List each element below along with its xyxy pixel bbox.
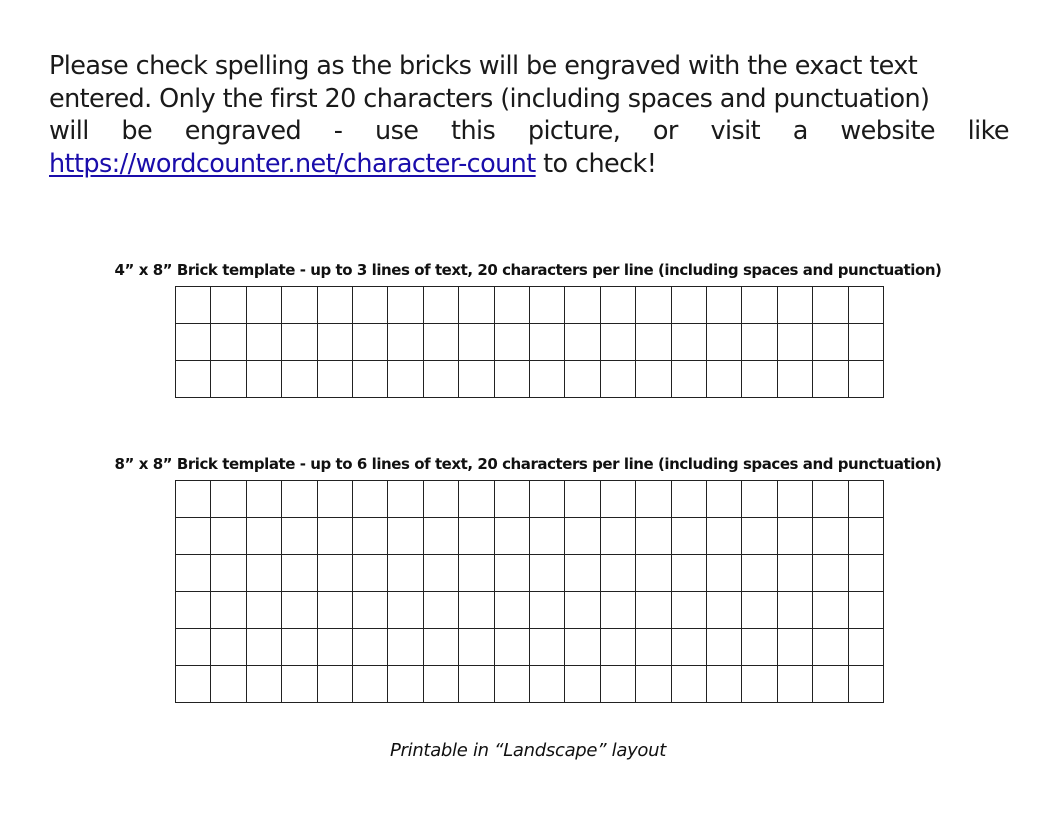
character-box <box>247 287 282 324</box>
character-box <box>742 324 777 361</box>
instructions-paragraph <box>49 50 1009 180</box>
character-box <box>176 324 211 361</box>
character-box <box>707 481 742 518</box>
character-box <box>778 361 813 398</box>
character-box <box>672 666 707 703</box>
character-box <box>424 629 459 666</box>
character-box <box>672 481 707 518</box>
character-box <box>707 629 742 666</box>
character-box <box>636 324 671 361</box>
character-box <box>388 666 423 703</box>
character-box <box>565 518 600 555</box>
character-box <box>247 481 282 518</box>
character-box <box>636 361 671 398</box>
small-brick-template-title: 4” x 8” Brick template - up to 3 lines of text, 20 characters per line (including spaces and punctuation) <box>114 261 942 279</box>
character-box <box>282 629 317 666</box>
character-box <box>707 666 742 703</box>
character-box <box>424 361 459 398</box>
character-box <box>211 518 246 555</box>
character-box <box>778 629 813 666</box>
character-box <box>707 361 742 398</box>
character-box <box>282 518 317 555</box>
character-box <box>849 287 884 324</box>
character-box <box>636 287 671 324</box>
character-box <box>353 592 388 629</box>
character-box <box>707 324 742 361</box>
character-box <box>176 555 211 592</box>
character-box <box>601 555 636 592</box>
character-box <box>424 592 459 629</box>
character-box <box>318 555 353 592</box>
character-box <box>601 629 636 666</box>
character-box <box>459 324 494 361</box>
character-box <box>282 666 317 703</box>
character-box <box>813 666 848 703</box>
character-box <box>495 481 530 518</box>
character-box <box>318 287 353 324</box>
character-box <box>849 481 884 518</box>
character-box <box>353 666 388 703</box>
instructions-closing-text: to check! <box>535 148 657 179</box>
instructions-line-4 <box>49 148 1009 181</box>
instructions-line-3: will be engraved - use this picture, or visit a website like <box>49 116 1009 146</box>
character-box <box>353 324 388 361</box>
character-box <box>388 518 423 555</box>
character-box <box>424 518 459 555</box>
large-brick-grid <box>175 480 884 703</box>
character-box <box>318 629 353 666</box>
character-box <box>636 629 671 666</box>
character-box <box>211 629 246 666</box>
character-box <box>565 555 600 592</box>
character-box <box>813 287 848 324</box>
character-box <box>672 518 707 555</box>
character-box <box>495 287 530 324</box>
character-box <box>495 555 530 592</box>
character-box <box>849 592 884 629</box>
character-box <box>778 518 813 555</box>
character-box <box>495 518 530 555</box>
character-box <box>282 555 317 592</box>
character-box <box>813 481 848 518</box>
character-box <box>176 481 211 518</box>
instructions-line-1: Please check spelling as the bricks will be engraved with the exact text <box>49 51 918 81</box>
character-box <box>282 287 317 324</box>
character-box <box>176 287 211 324</box>
character-box <box>778 287 813 324</box>
character-box <box>388 629 423 666</box>
character-box <box>636 555 671 592</box>
character-box <box>495 666 530 703</box>
character-box <box>211 361 246 398</box>
character-box <box>353 518 388 555</box>
character-box <box>495 324 530 361</box>
character-box <box>601 481 636 518</box>
character-box <box>211 287 246 324</box>
character-box <box>530 481 565 518</box>
character-box <box>353 361 388 398</box>
character-box <box>424 555 459 592</box>
character-box <box>778 592 813 629</box>
character-box <box>813 629 848 666</box>
character-box <box>565 629 600 666</box>
character-box <box>742 481 777 518</box>
character-box <box>459 481 494 518</box>
character-box <box>565 324 600 361</box>
character-box <box>247 555 282 592</box>
character-box <box>318 518 353 555</box>
character-box <box>742 518 777 555</box>
character-box <box>672 629 707 666</box>
character-box <box>849 555 884 592</box>
character-box <box>565 361 600 398</box>
character-box <box>211 324 246 361</box>
character-box <box>707 555 742 592</box>
character-box <box>849 324 884 361</box>
character-box <box>742 555 777 592</box>
character-box <box>813 555 848 592</box>
character-box <box>353 481 388 518</box>
character-box <box>495 629 530 666</box>
character-box <box>247 518 282 555</box>
character-box <box>778 324 813 361</box>
character-box <box>530 629 565 666</box>
character-box <box>459 629 494 666</box>
character-box <box>601 324 636 361</box>
character-box <box>211 481 246 518</box>
character-box <box>282 361 317 398</box>
character-box <box>176 592 211 629</box>
character-box <box>813 518 848 555</box>
character-box <box>565 481 600 518</box>
character-box <box>176 518 211 555</box>
character-box <box>176 629 211 666</box>
character-box <box>282 324 317 361</box>
character-box <box>459 518 494 555</box>
character-box <box>247 324 282 361</box>
character-box <box>388 481 423 518</box>
character-box <box>813 592 848 629</box>
character-box <box>778 666 813 703</box>
character-box <box>424 666 459 703</box>
character-box <box>601 287 636 324</box>
character-box <box>318 592 353 629</box>
character-box <box>247 629 282 666</box>
character-box <box>388 555 423 592</box>
character-box <box>318 361 353 398</box>
character-count-link[interactable]: https://wordcounter.net/character-count <box>49 148 536 179</box>
character-box <box>211 555 246 592</box>
large-brick-template-title: 8” x 8” Brick template - up to 6 lines of text, 20 characters per line (including spaces and punctuation) <box>114 455 942 473</box>
character-box <box>211 592 246 629</box>
character-box <box>424 287 459 324</box>
character-box <box>636 518 671 555</box>
character-box <box>601 518 636 555</box>
character-box <box>601 666 636 703</box>
character-box <box>353 287 388 324</box>
character-box <box>247 361 282 398</box>
character-box <box>742 592 777 629</box>
character-box <box>742 287 777 324</box>
character-box <box>530 324 565 361</box>
character-box <box>636 481 671 518</box>
character-box <box>176 361 211 398</box>
character-box <box>530 518 565 555</box>
character-box <box>247 666 282 703</box>
character-box <box>318 666 353 703</box>
character-box <box>707 592 742 629</box>
character-box <box>742 666 777 703</box>
character-box <box>813 324 848 361</box>
character-box <box>813 361 848 398</box>
character-box <box>459 666 494 703</box>
character-box <box>530 666 565 703</box>
character-box <box>672 324 707 361</box>
character-box <box>565 666 600 703</box>
character-box <box>495 592 530 629</box>
character-box <box>211 666 246 703</box>
character-box <box>565 287 600 324</box>
character-box <box>565 592 600 629</box>
character-box <box>601 361 636 398</box>
character-box <box>636 592 671 629</box>
character-box <box>388 324 423 361</box>
character-box <box>353 555 388 592</box>
character-box <box>707 518 742 555</box>
character-box <box>742 361 777 398</box>
character-box <box>742 629 777 666</box>
character-box <box>176 666 211 703</box>
character-box <box>353 629 388 666</box>
character-box <box>282 481 317 518</box>
character-box <box>530 592 565 629</box>
character-box <box>459 361 494 398</box>
character-box <box>459 287 494 324</box>
character-box <box>459 592 494 629</box>
character-box <box>318 481 353 518</box>
character-box <box>849 666 884 703</box>
character-box <box>849 518 884 555</box>
character-box <box>672 555 707 592</box>
character-box <box>388 287 423 324</box>
printing-note: Printable in “Landscape” layout <box>389 740 667 761</box>
character-box <box>672 287 707 324</box>
character-box <box>495 361 530 398</box>
character-box <box>601 592 636 629</box>
character-box <box>530 555 565 592</box>
instructions-line-2: entered. Only the first 20 characters (including spaces and punctuation) <box>49 83 930 114</box>
character-box <box>388 361 423 398</box>
character-box <box>424 324 459 361</box>
character-box <box>388 592 423 629</box>
character-box <box>707 287 742 324</box>
character-box <box>672 592 707 629</box>
character-box <box>282 592 317 629</box>
character-box <box>672 361 707 398</box>
small-brick-grid <box>175 286 884 398</box>
character-box <box>247 592 282 629</box>
character-box <box>424 481 459 518</box>
character-box <box>849 629 884 666</box>
character-box <box>849 361 884 398</box>
character-box <box>530 361 565 398</box>
character-box <box>530 287 565 324</box>
character-box <box>459 555 494 592</box>
character-box <box>636 666 671 703</box>
character-box <box>318 324 353 361</box>
character-box <box>778 481 813 518</box>
character-box <box>778 555 813 592</box>
